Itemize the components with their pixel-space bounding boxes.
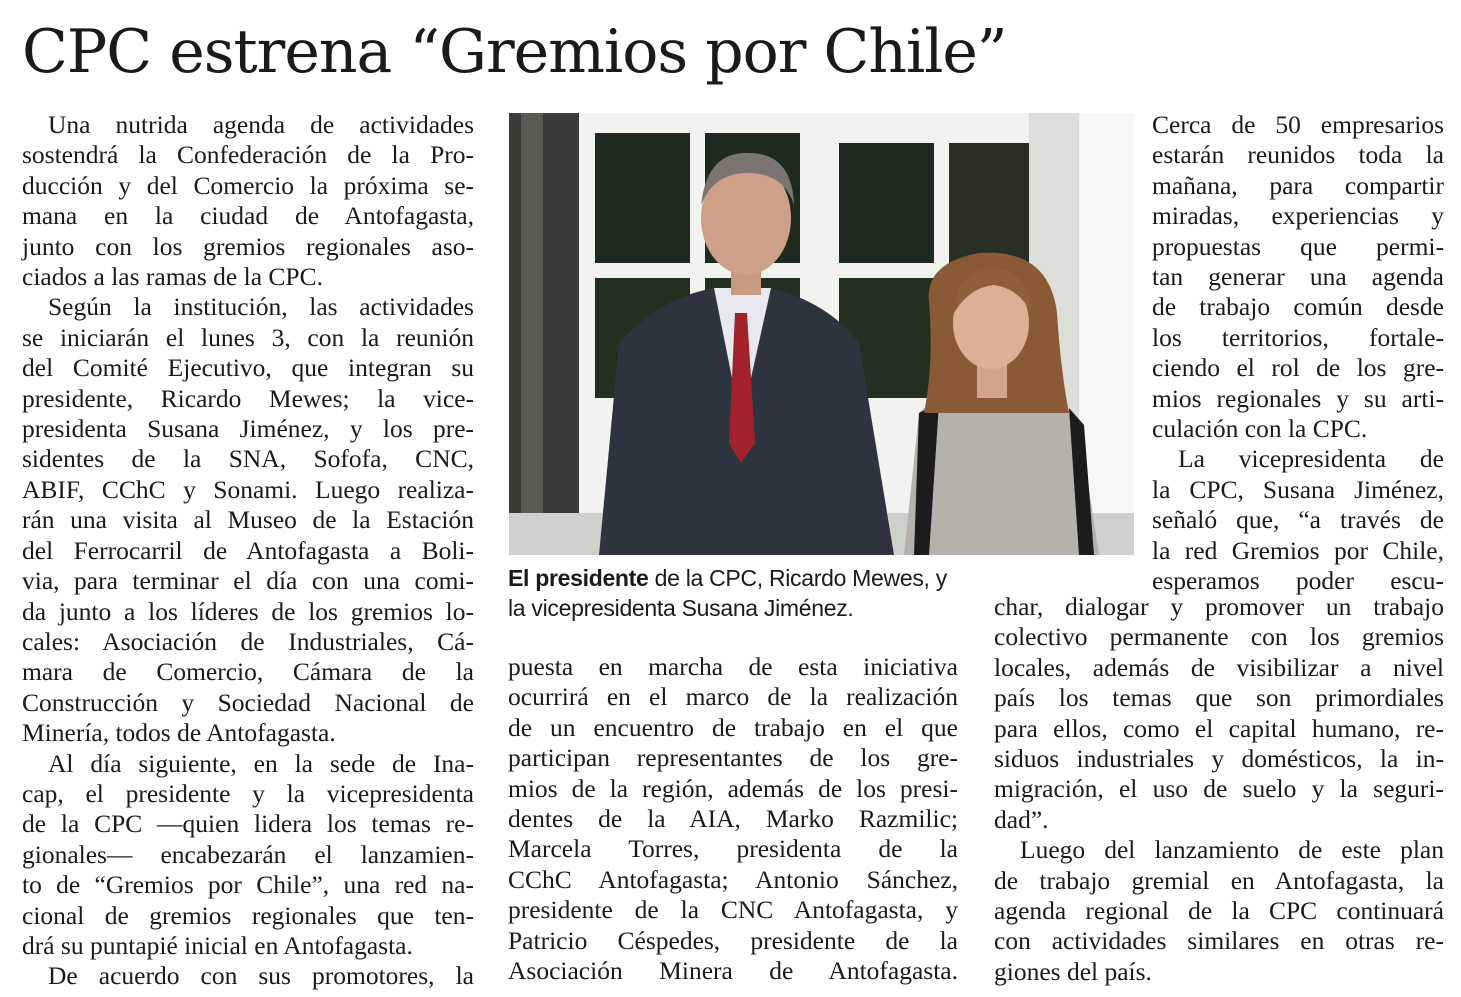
text-line: agenda regional de la CPC continuará	[994, 896, 1444, 926]
text-line: cap, el presidente y la vicepresidenta	[22, 778, 474, 808]
text-line: via, para terminar el día con una comi-	[22, 566, 474, 596]
text-line: de la CPC —quien lidera los temas re-	[22, 809, 474, 839]
text-line: Minería, todos de Antofagasta.	[22, 718, 336, 748]
text-line: presidente, Ricardo Mewes; la vice-	[22, 383, 474, 413]
text-line: tan generar una agenda	[1152, 262, 1444, 292]
text-line: da junto a los líderes de los gremios lo-	[22, 596, 474, 626]
text-line: de trabajo común desde	[1152, 292, 1444, 322]
text-line: char, dialogar y promover un trabajo	[994, 592, 1444, 621]
caption-line-2: la vicepresidenta Susana Jiménez.	[508, 595, 854, 621]
caption-text: de la CPC, Ricardo Mewes, y	[648, 565, 947, 591]
caption-line-1	[508, 563, 978, 593]
text-line: la CPC, Susana Jiménez,	[1152, 474, 1444, 504]
text-line: para ellos, como el capital humano, re-	[994, 713, 1444, 743]
text-line: culación con la CPC.	[1152, 414, 1368, 444]
text-line: mios regionales y su arti-	[1152, 383, 1444, 413]
headline: CPC estrena “Gremios por Chile”	[22, 17, 1007, 87]
text-line: ABIF, CChC y Sonami. Luego realiza-	[22, 474, 474, 504]
text-line: De acuerdo con sus promotores, la	[48, 961, 474, 991]
text-line: esperamos poder escu-	[1152, 566, 1444, 596]
text-line: Patricio Céspedes, presidente de la	[508, 925, 958, 955]
text-line: mara de Comercio, Cámara de la	[22, 657, 474, 687]
text-line: cales: Asociación de Industriales, Cá-	[22, 626, 474, 656]
text-line: Asociación Minera de Antofagasta.	[508, 956, 958, 986]
text-line: mañana, para compartir	[1152, 170, 1444, 200]
text-line: del Comité Ejecutivo, que integran su	[22, 353, 474, 383]
text-line: rán una visita al Museo de la Estación	[22, 505, 474, 535]
text-line: dad”.	[994, 804, 1049, 834]
text-line: de un encuentro de trabajo en el que	[508, 712, 958, 742]
text-line: dentes de la AIA, Marko Razmilic;	[508, 804, 958, 834]
text-line: presidenta Susana Jiménez, y los pre-	[22, 414, 474, 444]
text-line: de trabajo gremial en Antofagasta, la	[994, 865, 1444, 895]
text-line: colectivo permanente con los gremios	[994, 622, 1444, 652]
article-column-2	[508, 652, 958, 986]
text-line: drá su puntapié inicial en Antofagasta.	[22, 930, 413, 960]
text-line: ocurrirá en el marco de la realización	[508, 682, 958, 712]
text-line: Marcela Torres, presidenta de la	[508, 834, 958, 864]
photo-caption	[508, 563, 978, 623]
text-line: con actividades similares en otras re-	[994, 926, 1444, 956]
text-line: Una nutrida agenda de actividades	[48, 110, 474, 139]
text-line: miradas, experiencias y	[1152, 201, 1444, 231]
text-line: ducción y del Comercio la próxima se-	[22, 170, 474, 200]
text-line: Al día siguiente, en la sede de Ina-	[48, 748, 474, 778]
text-line: ciados a las ramas de la CPC.	[22, 262, 323, 292]
text-line: gionales— encabezarán el lanzamien-	[22, 839, 474, 869]
text-line: señaló que, “a través de	[1152, 505, 1444, 535]
text-line: Según la institución, las actividades	[48, 292, 474, 322]
text-line: Luego del lanzamiento de este plan	[1020, 835, 1444, 865]
text-line: La vicepresidenta de	[1178, 444, 1444, 474]
text-line: del Ferrocarril de Antofagasta a Boli-	[22, 535, 474, 565]
text-line: cional de gremios regionales que ten-	[22, 900, 474, 930]
text-line: propuestas que permi-	[1152, 231, 1444, 261]
text-line: sidentes de la SNA, Sofofa, CNC,	[22, 444, 474, 474]
text-line: país los temas que son primordiales	[994, 683, 1444, 713]
text-line: sostendrá la Confederación de la Pro-	[22, 140, 474, 170]
text-line: mios de la región, además de los presi-	[508, 773, 958, 803]
text-line: presidente de la CNC Antofagasta, y	[508, 895, 958, 925]
text-line: locales, además de visibilizar a nivel	[994, 652, 1444, 682]
text-line: Cerca de 50 empresarios	[1152, 110, 1444, 139]
text-line: ciendo el rol de los gre-	[1152, 353, 1444, 383]
photo	[509, 113, 1134, 555]
text-line: participan representantes de los gre-	[508, 743, 958, 773]
article-column-3-bottom	[994, 592, 1444, 987]
text-line: to de “Gremios por Chile”, una red na-	[22, 870, 474, 900]
text-line: giones del país.	[994, 956, 1152, 986]
photo-illustration	[509, 113, 1134, 555]
article-column-3-top	[1152, 110, 1444, 597]
caption-bold-lead: El presidente	[508, 565, 649, 591]
text-line: mana en la ciudad de Antofagasta,	[22, 201, 474, 231]
text-line: Construcción y Sociedad Nacional de	[22, 687, 474, 717]
text-line: estarán reunidos toda la	[1152, 140, 1444, 170]
text-line: la red Gremios por Chile,	[1152, 535, 1444, 565]
text-line: siduos industriales y domésticos, la in-	[994, 744, 1444, 774]
text-line: puesta en marcha de esta iniciativa	[508, 652, 958, 681]
text-line: se iniciarán el lunes 3, con la reunión	[22, 322, 474, 352]
article-column-1	[22, 110, 474, 992]
text-line: junto con los gremios regionales aso-	[22, 231, 474, 261]
text-line: migración, el uso de suelo y la seguri-	[994, 774, 1444, 804]
text-line: CChC Antofagasta; Antonio Sánchez,	[508, 864, 958, 894]
text-line: los territorios, fortale-	[1152, 322, 1444, 352]
